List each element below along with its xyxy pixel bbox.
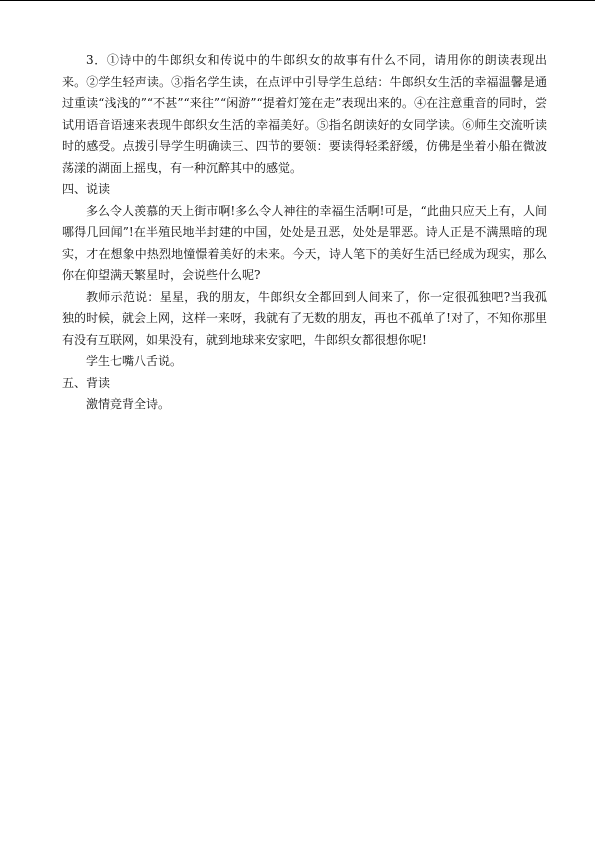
students-speak-paragraph: 学生七嘴八舌说。 [86, 354, 183, 368]
speaking-paragraph-1: 多么令人羡慕的天上街市啊!多么令人神往的幸福生活啊!可是，“此曲只应天上有，人间哪得几回闻”!在半殖民地半封建的中国，处处是丑恶，处处是罪恶。诗人正是不满黑暗的现实，才在想象中热烈地憧憬着美好的未来。今天，诗人笔下的美好生活已经成为现实，那么你在仰望满天繁星时，会说些什么呢? [62, 203, 547, 282]
top-border-line [0, 0, 595, 1]
step-3-paragraph: 3．①诗中的牛郎织女和传说中的牛郎织女的故事有什么不同，请用你的朗读表现出来。②学生轻声读。③指名学生读，在点评中引导学生总结：牛郎织女生活的幸福温馨是通过重读“浅浅的”“不甚”“来往”“闲游”“提着灯笼在走”表现出来的。④在注意重音的同时，尝试用语音语速来表现牛郎织女生活的幸福美好。⑤指名朗读好的女同学读。⑥师生交流听读时的感受。点拨引导学生明确读三、四节的要领：要读得轻柔舒缓，仿佛是坐着小船在微波荡漾的湖面上摇曳，有一种沉醉其中的感觉。 [62, 53, 547, 175]
section-4-heading: 四、说读 [62, 182, 111, 196]
recite-paragraph: 激情竞背全诗。 [86, 397, 171, 411]
document-page [62, 50, 547, 416]
section-5-heading: 五、背读 [62, 375, 111, 390]
teacher-demo-paragraph: 教师示范说：星星，我的朋友，牛郎织女全都回到人间来了，你一定很孤独吧?当我孤独的时候，就会上网，这样一来呀，我就有了无数的朋友，再也不孤单了!对了，不知你那里有没有互联网，如果没有，就到地球来安家吧，牛郎织女都很想你呢! [62, 289, 547, 347]
